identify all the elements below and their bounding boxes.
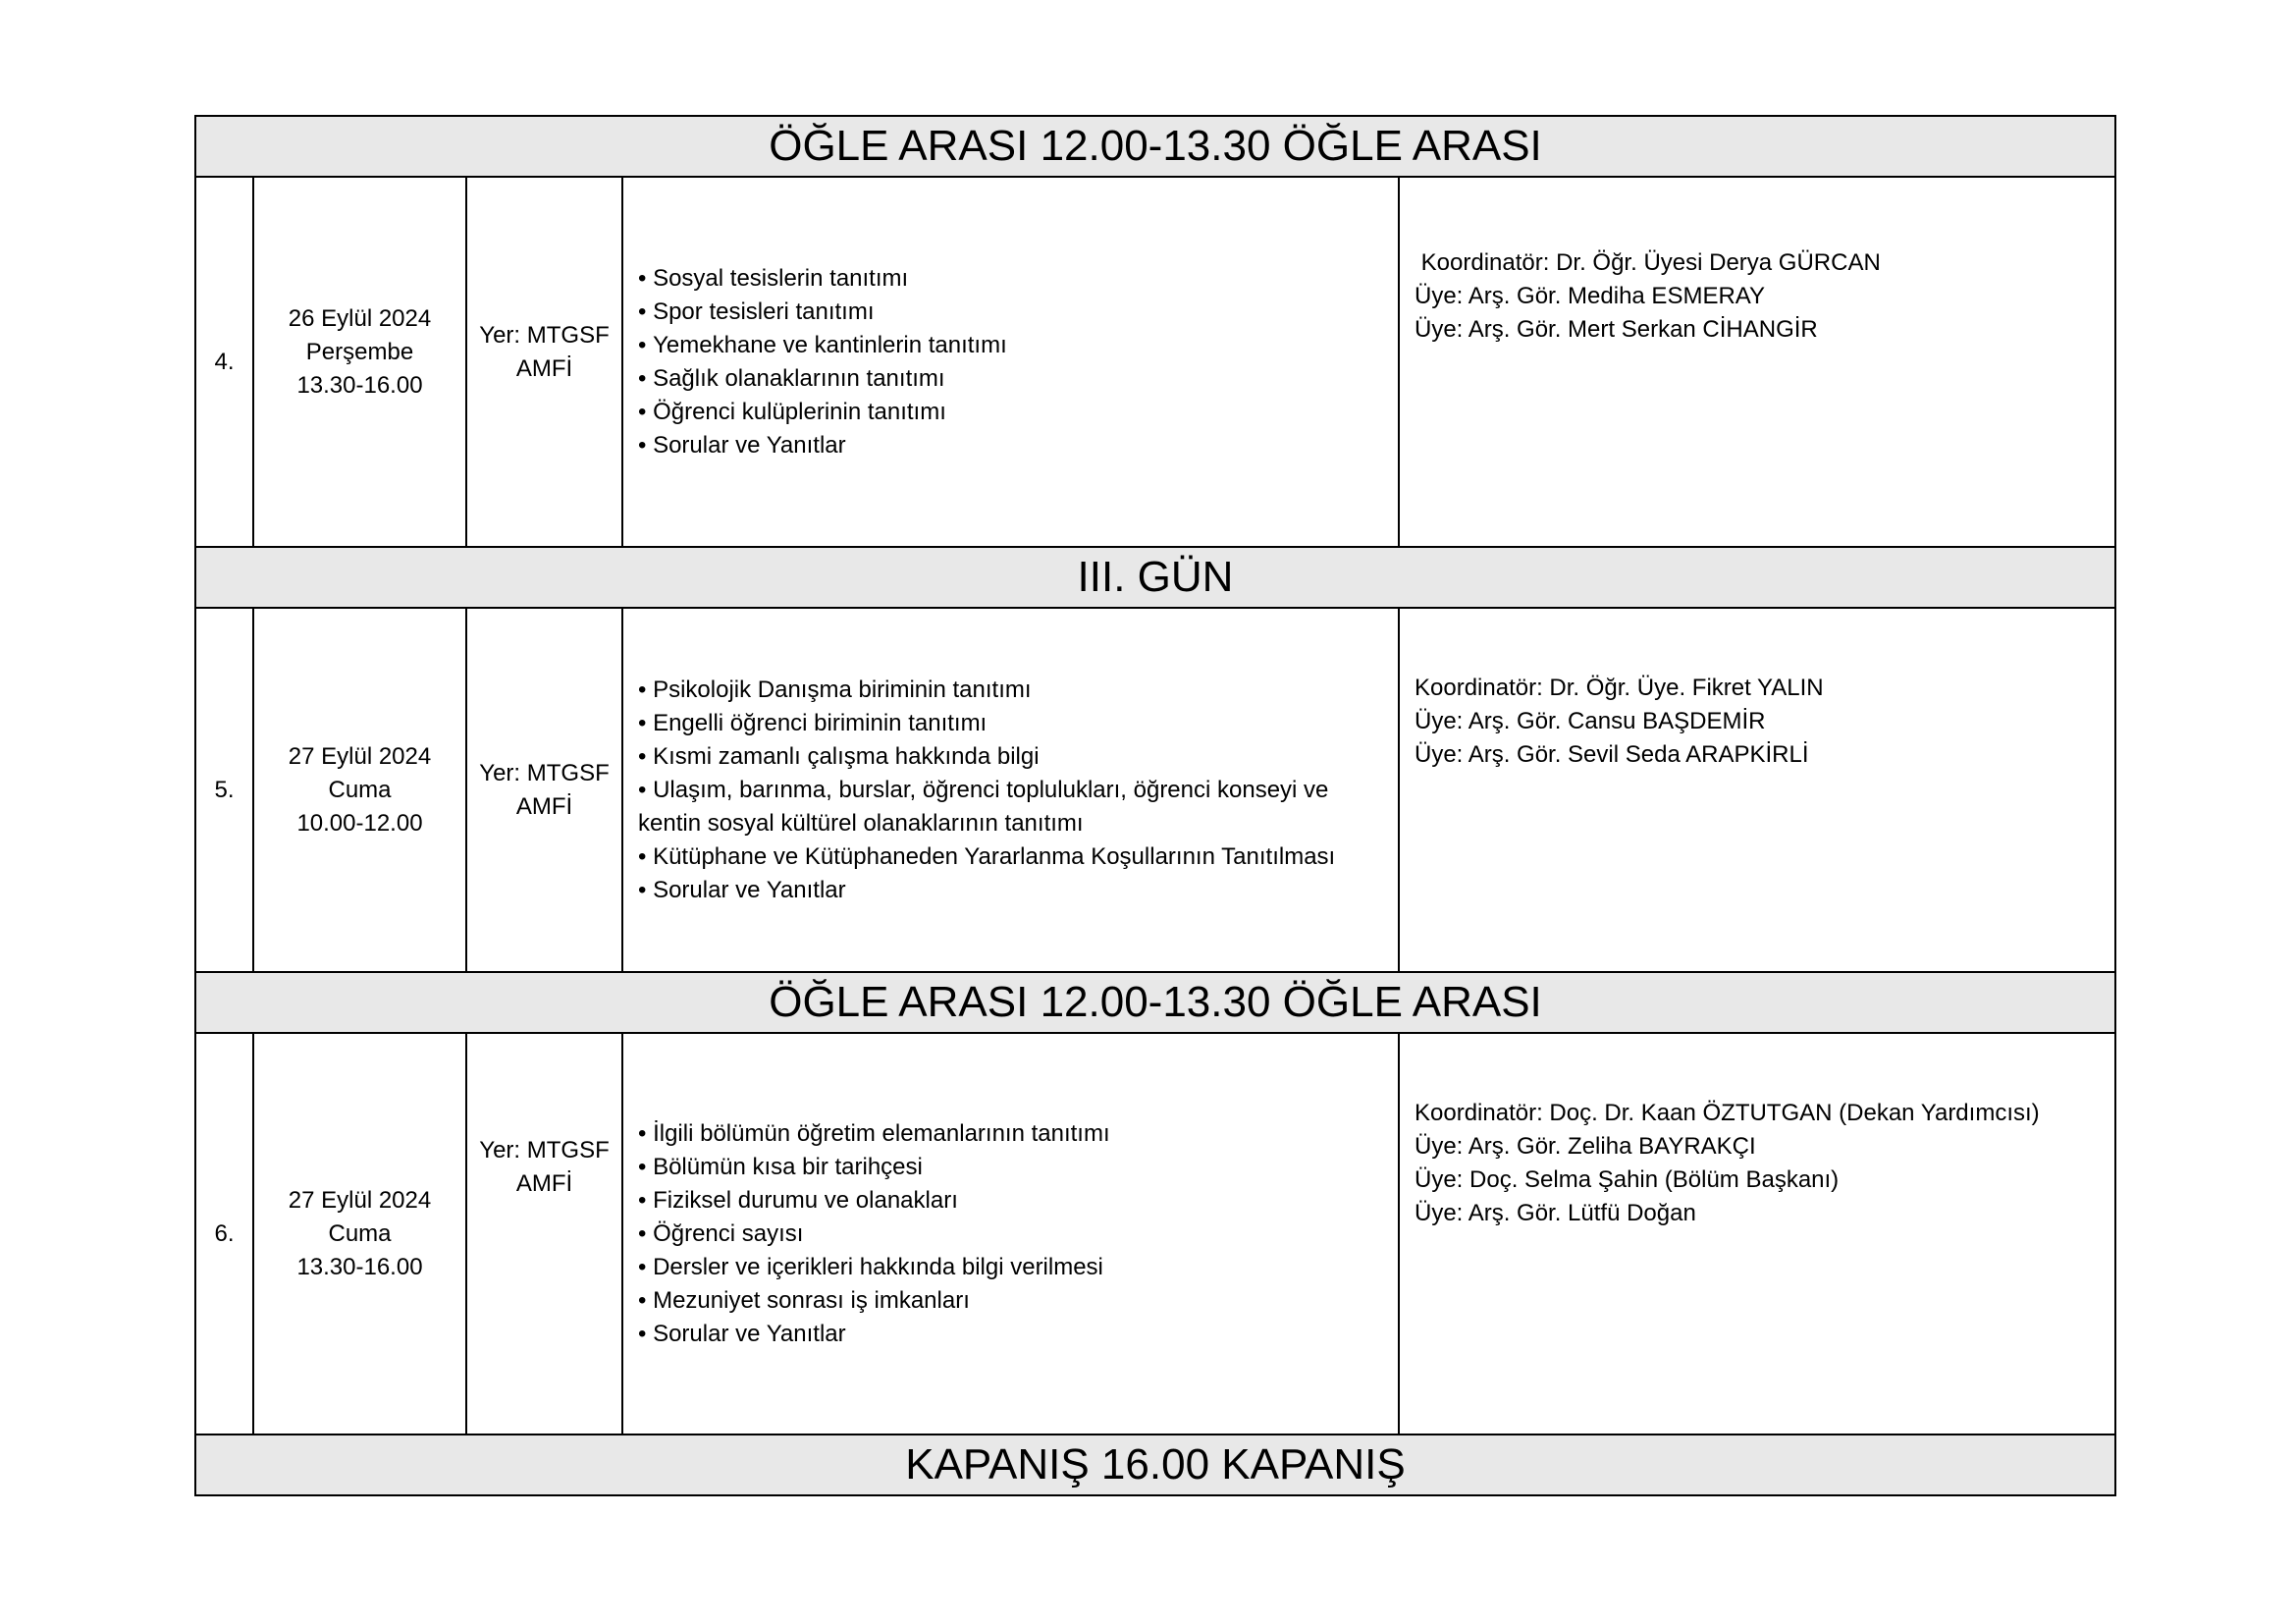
committee-coordinator: Koordinatör: Dr. Öğr. Üye. Fikret YALIN xyxy=(1415,675,1824,701)
session-topics xyxy=(622,1033,1399,1435)
session-committee xyxy=(1399,608,2115,972)
lunch-break-row-1 xyxy=(195,116,2115,177)
topic-item: • Kütüphane ve Kütüphaneden Yararlanma Koşullarının Tanıtılması xyxy=(638,840,1388,874)
session-time: 13.30-16.00 xyxy=(296,371,423,399)
closing-label: KAPANIŞ 16.00 KAPANIŞ xyxy=(195,1435,2115,1495)
topic-item: • Sorular ve Yanıtlar xyxy=(638,1318,1388,1351)
topic-item: • Mezuniyet sonrası iş imkanları xyxy=(638,1284,1388,1318)
topic-item: • Ulaşım, barınma, burslar, öğrenci toplulukları, öğrenci konseyi ve kentin sosyal kültürel olanaklarının tanıtımı xyxy=(638,774,1388,840)
topic-item: • Öğrenci sayısı xyxy=(638,1218,1388,1251)
session-date: 27 Eylül 2024 xyxy=(288,1186,432,1214)
session-date: 27 Eylül 2024 xyxy=(288,742,432,770)
session-date: 26 Eylül 2024 xyxy=(288,304,432,332)
committee-member: Üye: Arş. Gör. Mediha ESMERAY xyxy=(1415,283,1766,309)
schedule-table xyxy=(194,115,2116,1496)
session-place-line-2: AMFİ xyxy=(515,354,573,382)
session-number: 6. xyxy=(195,1033,253,1435)
session-number: 4. xyxy=(195,177,253,547)
topic-item: • Yemekhane ve kantinlerin tanıtımı xyxy=(638,329,1388,362)
session-time: 13.30-16.00 xyxy=(296,1253,423,1280)
topic-item: • İlgili bölümün öğretim elemanlarının tanıtımı xyxy=(638,1117,1388,1151)
topic-item: • Spor tesisleri tanıtımı xyxy=(638,296,1388,329)
topic-item: • Engelli öğrenci biriminin tanıtımı xyxy=(638,707,1388,740)
committee-member: Üye: Arş. Gör. Zeliha BAYRAKÇI xyxy=(1415,1133,1756,1160)
session-committee xyxy=(1399,1033,2115,1435)
session-place xyxy=(466,1033,622,1435)
topic-item: • Sosyal tesislerin tanıtımı xyxy=(638,262,1388,296)
session-topics xyxy=(622,177,1399,547)
session-number: 5. xyxy=(195,608,253,972)
session-topics xyxy=(622,608,1399,972)
session-datetime xyxy=(253,608,466,972)
session-day: Cuma xyxy=(328,1219,392,1247)
topic-item: • Sağlık olanaklarının tanıtımı xyxy=(638,362,1388,396)
topic-item: • Sorular ve Yanıtlar xyxy=(638,874,1388,907)
topic-item: • Sorular ve Yanıtlar xyxy=(638,429,1388,462)
topic-item: • Dersler ve içerikleri hakkında bilgi verilmesi xyxy=(638,1251,1388,1284)
topic-item: • Psikolojik Danışma biriminin tanıtımı xyxy=(638,674,1388,707)
session-place-line-2: AMFİ xyxy=(515,1170,573,1197)
session-datetime xyxy=(253,177,466,547)
committee-member: Üye: Arş. Gör. Mert Serkan CİHANGİR xyxy=(1415,316,1818,343)
session-place-line-2: AMFİ xyxy=(515,792,573,820)
session-row-4 xyxy=(195,177,2115,547)
day-three-row xyxy=(195,547,2115,608)
committee-coordinator: Koordinatör: Dr. Öğr. Üyesi Derya GÜRCAN xyxy=(1415,249,1881,276)
topic-item: • Bölümün kısa bir tarihçesi xyxy=(638,1151,1388,1184)
session-row-6 xyxy=(195,1033,2115,1435)
session-datetime xyxy=(253,1033,466,1435)
committee-member: Üye: Doç. Selma Şahin (Bölüm Başkanı) xyxy=(1415,1166,1840,1193)
session-day: Cuma xyxy=(328,776,392,803)
session-place xyxy=(466,177,622,547)
lunch-break-label: ÖĞLE ARASI 12.00-13.30 ÖĞLE ARASI xyxy=(195,116,2115,177)
lunch-break-label: ÖĞLE ARASI 12.00-13.30 ÖĞLE ARASI xyxy=(195,972,2115,1033)
session-row-5 xyxy=(195,608,2115,972)
schedule-sheet xyxy=(194,115,2114,1496)
session-committee xyxy=(1399,177,2115,547)
topic-item: • Kısmi zamanlı çalışma hakkında bilgi xyxy=(638,740,1388,774)
topic-item: • Fiziksel durumu ve olanakları xyxy=(638,1184,1388,1218)
session-place-line-1: Yer: MTGSF xyxy=(479,321,610,349)
committee-coordinator: Koordinatör: Doç. Dr. Kaan ÖZTUTGAN (Dekan Yardımcısı) xyxy=(1415,1100,2040,1126)
session-time: 10.00-12.00 xyxy=(296,809,423,837)
day-three-label: III. GÜN xyxy=(195,547,2115,608)
session-place xyxy=(466,608,622,972)
topic-item: • Öğrenci kulüplerinin tanıtımı xyxy=(638,396,1388,429)
lunch-break-row-2 xyxy=(195,972,2115,1033)
session-place-line-1: Yer: MTGSF xyxy=(479,1137,610,1164)
closing-row xyxy=(195,1435,2115,1495)
committee-member: Üye: Arş. Gör. Lütfü Doğan xyxy=(1415,1200,1696,1226)
committee-member: Üye: Arş. Gör. Cansu BAŞDEMİR xyxy=(1415,708,1766,734)
committee-member: Üye: Arş. Gör. Sevil Seda ARAPKİRLİ xyxy=(1415,741,1809,768)
session-place-line-1: Yer: MTGSF xyxy=(479,759,610,786)
session-day: Perşembe xyxy=(305,338,414,365)
